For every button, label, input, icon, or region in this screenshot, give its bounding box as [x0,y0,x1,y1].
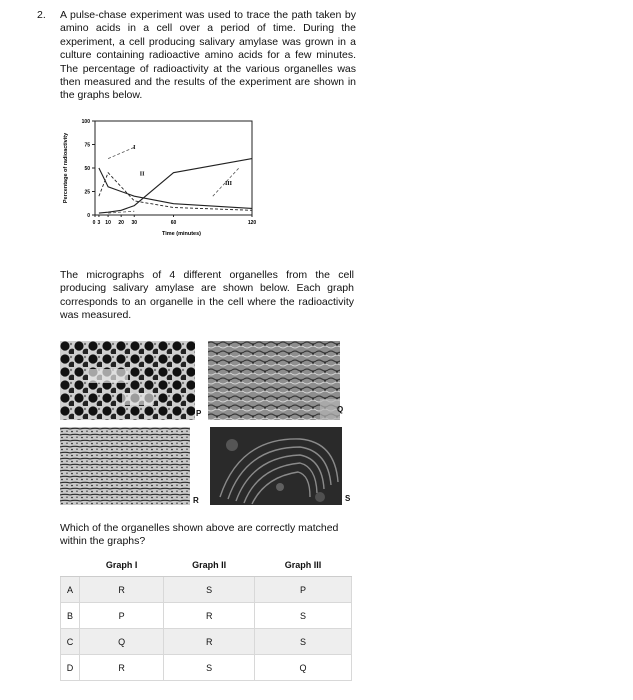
micrograph-label-s: S [345,494,351,503]
series-label-2: II [139,171,145,178]
table-header-blank [61,553,80,577]
x-tick-label: 60 [170,220,177,226]
x-tick-label: 3 [97,220,101,226]
x-tick-label: 20 [118,220,124,226]
x-tick-label: 30 [131,220,138,226]
option-letter: A [61,577,80,603]
option-cell: R [164,603,255,629]
micrograph-mitochondria [208,341,340,420]
series-line-1 [99,168,252,208]
micrograph-label-r: R [193,496,199,505]
options-table [60,553,352,681]
question-text: A pulse-chase experiment was used to trace the path taken by amino acids in a cell over a period of time. During the experiment, a cell producing salivary amylase was grown in a culture containing radioactive amino acids for a few minutes. The percentage of radioactivity at the various organelles was then measured and the results of the experiment are shown in the graphs below. [60,9,356,102]
option-cell: S [255,603,352,629]
table-header-graph-ii: Graph II [164,553,255,577]
table-header-graph-i: Graph I [80,553,164,577]
option-letter: C [61,629,80,655]
option-row-d[interactable] [61,655,352,681]
option-cell: Q [80,629,164,655]
y-tick-label: 25 [84,189,90,196]
option-letter: B [61,603,80,629]
answer-prompt: Which of the organelles shown above are correctly matched within the graphs? [60,522,339,548]
micrograph-golgi [210,427,342,505]
micrograph-label-q: Q [337,405,344,414]
micrograph-label-p: P [196,409,202,418]
y-tick-label: 50 [84,166,90,172]
option-cell: R [80,655,164,681]
option-cell: S [255,629,352,655]
option-row-b[interactable] [61,603,352,629]
option-letter: D [61,655,80,681]
x-tick-label: 120 [247,220,257,226]
micrograph-granules [60,341,195,420]
option-cell: S [164,655,255,681]
plot-frame [95,121,252,215]
micrograph-rough-er [60,427,190,505]
question-number: 2. [37,9,46,21]
y-tick-label: 0 [87,213,90,219]
radioactivity-chart [55,113,270,253]
option-cell: R [80,577,164,603]
option-cell: P [80,603,164,629]
x-axis-label: Time (minutes) [161,231,202,237]
option-cell: Q [255,655,352,681]
series-label-3: III [224,180,232,187]
option-cell: P [255,577,352,603]
table-header-graph-iii: Graph III [255,553,352,577]
option-cell: S [164,577,255,603]
y-tick-label: 75 [84,142,90,149]
option-row-a[interactable] [61,577,352,603]
y-tick-label: 100 [81,119,90,125]
option-row-c[interactable] [61,629,352,655]
micrograph-intro-text: The micrographs of 4 different organelles from the cell producing salivary amylase are shown below. Each graph corresponds to an organelle in the cell where the radioactivity was measured. [60,269,354,322]
y-axis-label: Percentage of radioactivity [63,132,69,204]
option-cell: R [164,629,255,655]
x-tick-label: 0 [92,220,96,226]
guide-line-1 [108,147,134,158]
x-tick-label: 10 [105,220,111,226]
series-label-1: I [133,145,136,152]
table-header-row [61,553,352,577]
